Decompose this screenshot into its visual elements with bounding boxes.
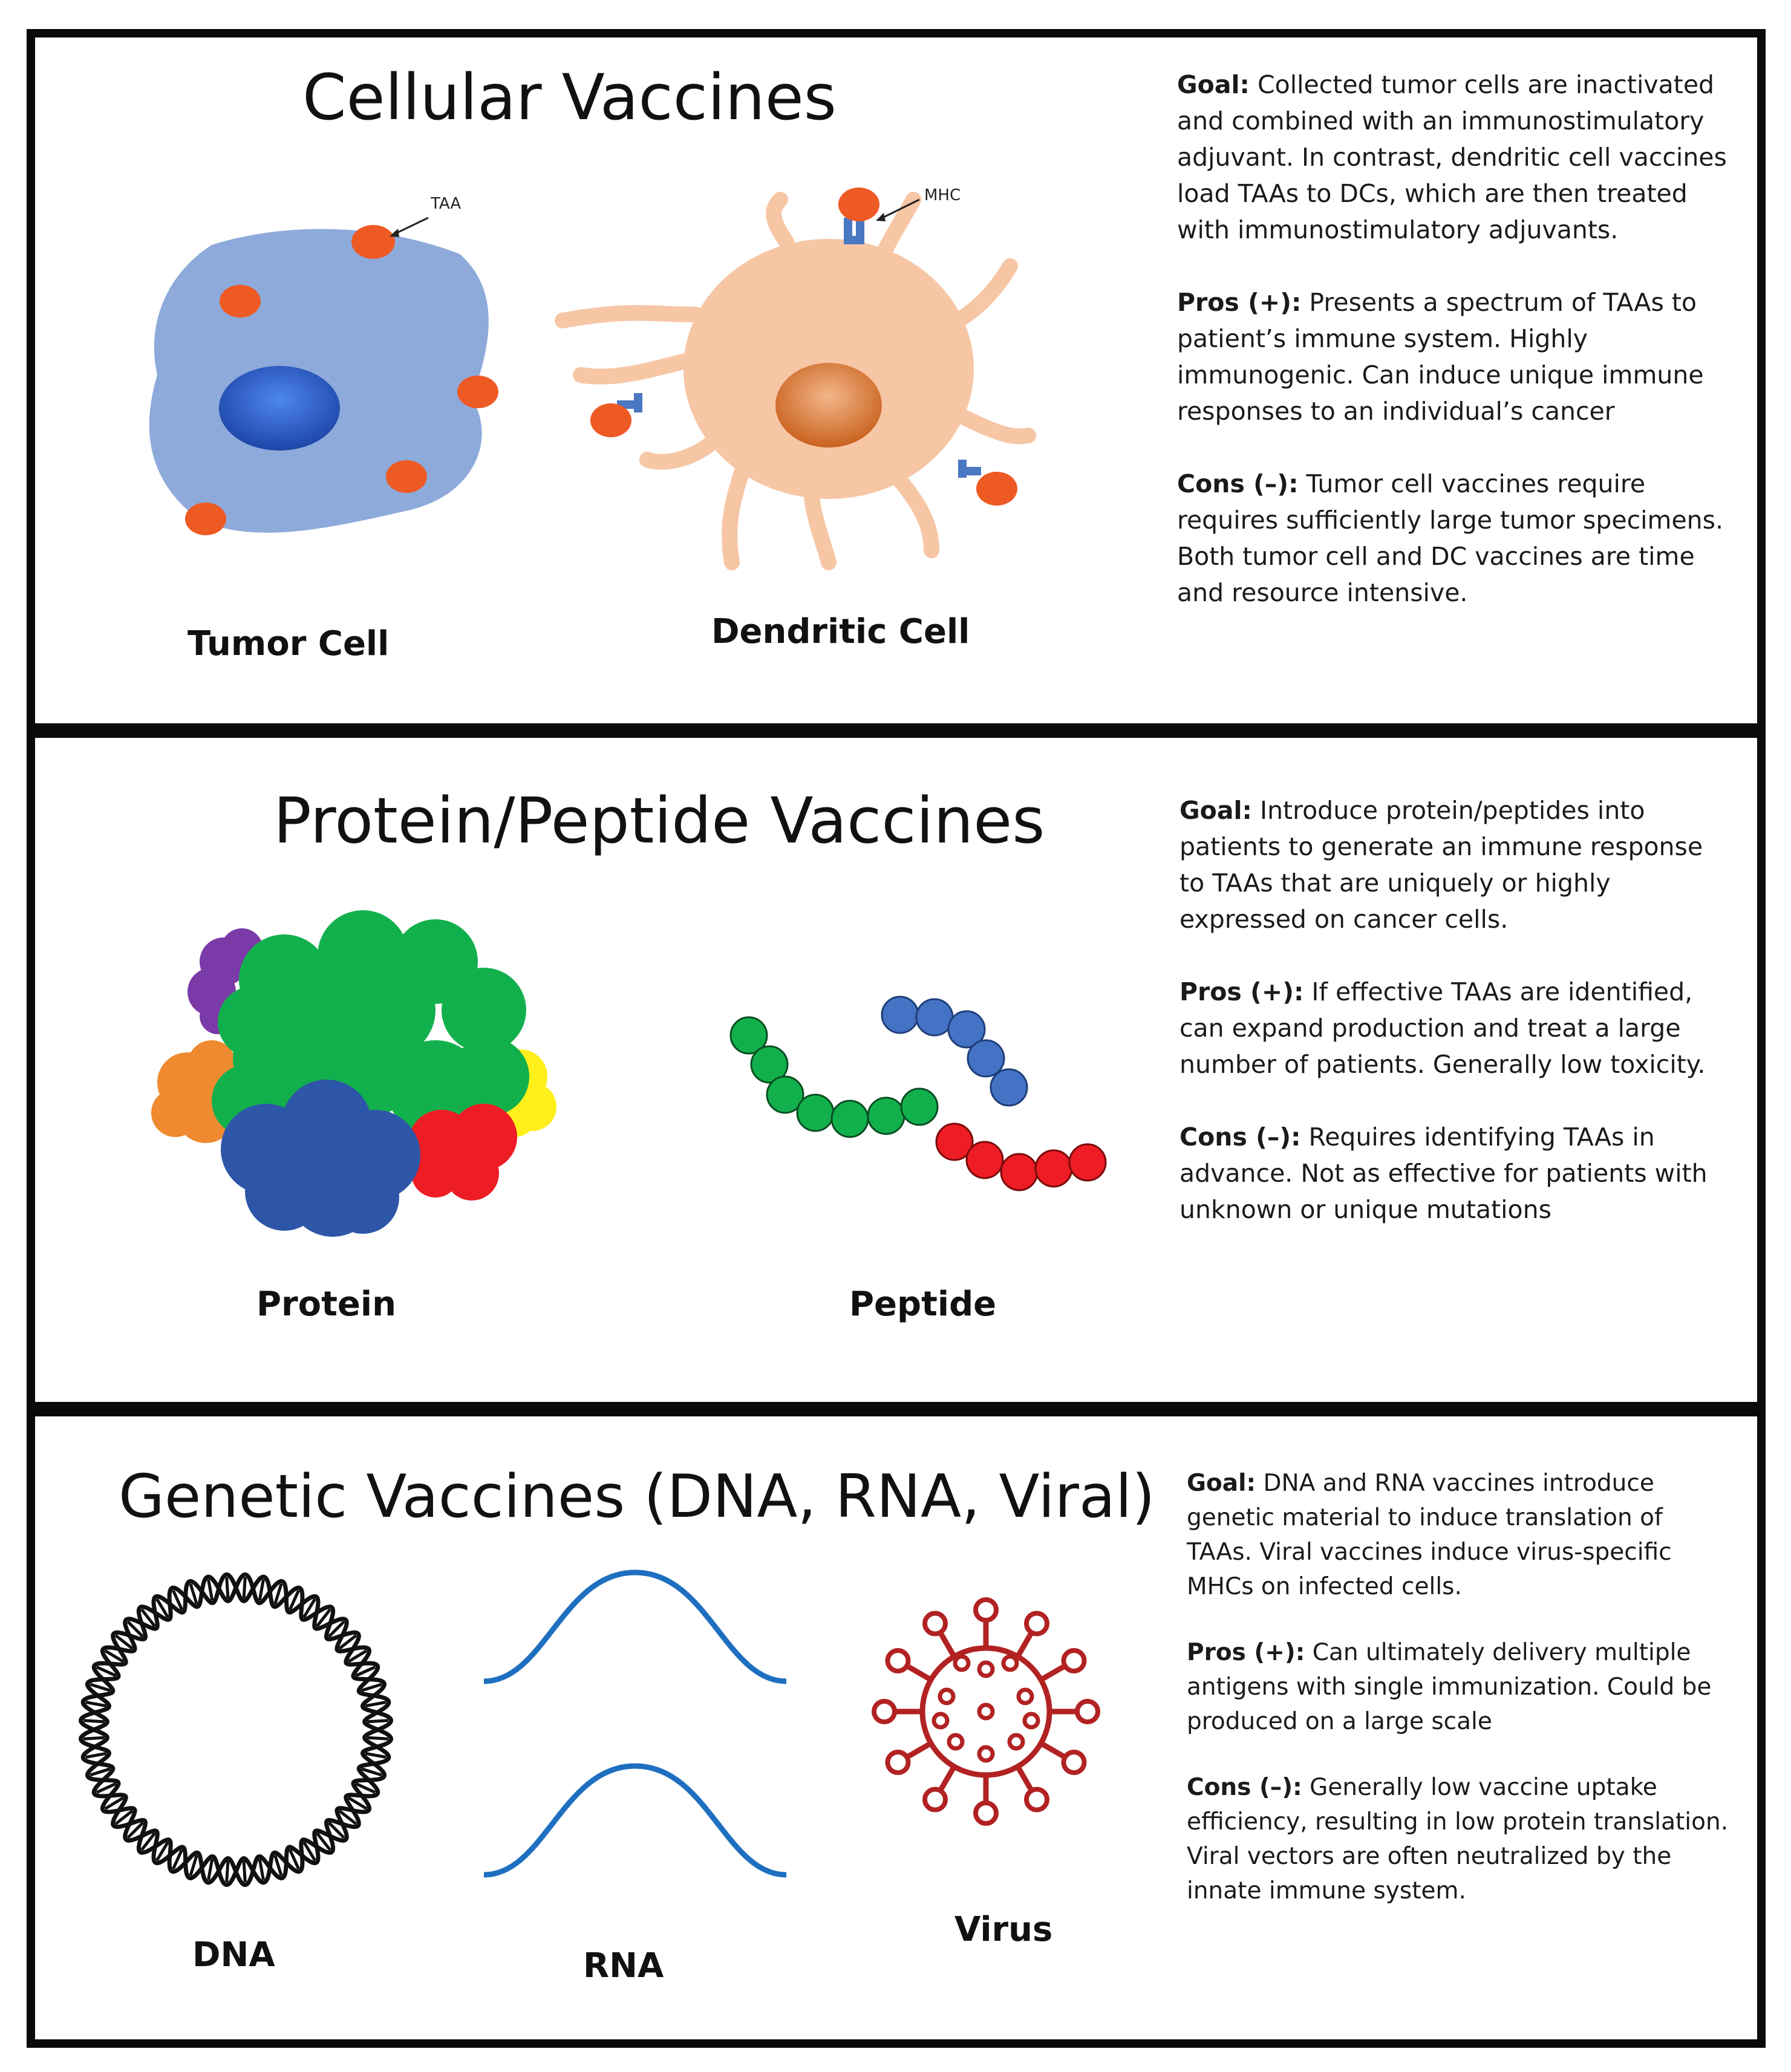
goal-text: Collected tumor cells are inactivated and combined with an immunostimulatory adjuvant. In contrast, dendritic cell vaccines load TAAs to DCs, which are then treated with immunostimulatory adjuvants. [1177, 70, 1727, 244]
virus-spike [1041, 1744, 1065, 1758]
virus-spike [907, 1666, 931, 1680]
pros-text: If effective TAAs are identified, can expand production and treat a large number of patients. Generally low toxicity. [1179, 977, 1706, 1079]
virus-spike-tip [1077, 1701, 1098, 1722]
cons-text: Generally low vaccine uptake efficiency, resulting in low protein translation. Viral vectors are often neutralized by the innate immune system. [1187, 1774, 1729, 1904]
rna-illustration [472, 1560, 811, 1984]
virus-spike-tip [1064, 1752, 1085, 1773]
cons-label: Cons (–): [1179, 1122, 1301, 1152]
label-tumor-cell: Tumor Cell [188, 624, 390, 663]
dna-base-pair [244, 1861, 245, 1882]
goal-paragraph [1187, 1466, 1731, 1604]
cons-label: Cons (–): [1187, 1774, 1302, 1801]
dendritic-cell-nucleus [775, 363, 882, 448]
virus-spike [1041, 1666, 1065, 1680]
dna-base-pair [227, 1861, 228, 1882]
taa-antigen [457, 376, 498, 408]
label-dna: DNA [192, 1935, 275, 1975]
dna-base-pair [83, 1721, 105, 1722]
cons-label: Cons (–): [1177, 469, 1299, 498]
dna-base-pair [209, 1859, 212, 1880]
peptide-blue-chain [882, 997, 1027, 1106]
dendritic-cell-illustration [544, 175, 1089, 599]
taa-antigen [185, 503, 226, 535]
rna-strand [484, 1572, 786, 1681]
mhc-complex [838, 187, 879, 244]
virus-inner-dot [949, 1735, 962, 1748]
dna-base-pair [83, 1738, 105, 1739]
tumor-cell-illustration [121, 181, 544, 556]
peptide-green-chain [731, 1017, 938, 1137]
rna-strand [484, 1766, 786, 1875]
tumor-cell-nucleus [219, 366, 340, 451]
description-genetic [1187, 1466, 1731, 1908]
virus-spike [941, 1633, 954, 1657]
pros-label: Pros (+): [1177, 288, 1302, 317]
virus-spike [907, 1744, 931, 1758]
dna-base-pair [365, 1702, 387, 1706]
protein-green-domain [212, 910, 529, 1137]
cons-text: Requires identifying TAAs in advance. Not as effective for patients with unknown or unique mutations [1179, 1122, 1708, 1224]
goal-text: DNA and RNA vaccines introduce genetic material to induce translation of TAAs. Viral vaccines induce virus-specific MHCs on infected cells. [1187, 1470, 1672, 1600]
cons-paragraph [1179, 1119, 1730, 1228]
virus-icon [865, 1591, 1107, 1833]
virus-capsid [922, 1648, 1049, 1775]
virus-spike [1018, 1767, 1032, 1790]
peptide-illustration [714, 980, 1125, 1210]
pros-label: Pros (+): [1179, 977, 1304, 1006]
virus-spike-tip [888, 1752, 909, 1773]
virus-spike-tip [925, 1790, 945, 1810]
goal-paragraph [1177, 67, 1727, 248]
label-peptide: Peptide [849, 1285, 997, 1324]
pros-text: Presents a spectrum of TAAs to patient’s immune system. Highly immunogenic. Can induce unique immune responses to an individual’s cancer [1177, 288, 1704, 426]
pros-text: Can ultimately delivery multiple antigens with single immunization. Could be produced on a large scale [1187, 1639, 1712, 1735]
virus-inner-dot [979, 1663, 993, 1676]
virus-inner-dot [934, 1714, 947, 1727]
protein-illustration [133, 907, 569, 1246]
dna-base-pair [209, 1580, 212, 1601]
virus-inner-dot [1010, 1735, 1023, 1748]
dna-base-pair [244, 1577, 245, 1598]
dna-base-pair [86, 1753, 107, 1757]
dna-base-pair [365, 1753, 387, 1757]
goal-label: Goal: [1187, 1470, 1256, 1497]
taa-antigen [220, 285, 261, 318]
label-protein: Protein [256, 1285, 396, 1324]
taa-antigen [386, 460, 427, 493]
dna-base-pair [86, 1702, 107, 1706]
protein-red-domain [408, 1104, 517, 1201]
virus-spike-tip [976, 1803, 996, 1823]
virus-spike-tip [874, 1701, 895, 1722]
virus-spike [941, 1767, 954, 1790]
dna-illustration [48, 1560, 423, 1899]
virus-inner-dot [979, 1705, 993, 1718]
virus-spike-tip [888, 1650, 909, 1671]
virus-inner-dot [1003, 1657, 1017, 1670]
virus-inner-dot [955, 1657, 968, 1670]
label-virus: Virus [954, 1910, 1053, 1949]
taa-label: TAA [431, 195, 462, 213]
panel-title-protein-peptide: Protein/Peptide Vaccines [273, 784, 1045, 858]
pros-paragraph [1187, 1635, 1731, 1739]
cons-text: Tumor cell vaccines require requires sufficiently large tumor specimens. Both tumor cell and DC vaccines are time and resource intensive. [1177, 469, 1724, 607]
cons-paragraph [1187, 1770, 1731, 1908]
goal-paragraph [1179, 792, 1730, 937]
description-protein-peptide [1179, 792, 1730, 1228]
virus-spike-tip [1026, 1790, 1047, 1810]
virus-spike-tip [976, 1600, 996, 1620]
label-rna: RNA [583, 1946, 664, 1986]
panel-title-cellular: Cellular Vaccines [302, 60, 837, 134]
dna-plasmid [81, 1575, 391, 1885]
dna-base-pair [259, 1580, 263, 1601]
goal-label: Goal: [1179, 796, 1252, 825]
mhc-complex [958, 460, 1017, 506]
goal-text: Introduce protein/peptides into patients to generate an immune response to TAAs that are uniquely or highly expressed on cancer cells. [1179, 796, 1703, 934]
mhc-complex [590, 393, 642, 437]
pros-paragraph [1177, 284, 1727, 429]
pros-paragraph [1179, 974, 1730, 1083]
goal-label: Goal: [1177, 70, 1250, 99]
dna-base-pair [259, 1859, 263, 1880]
peptide-red-chain [936, 1124, 1106, 1190]
description-cellular [1177, 67, 1727, 611]
virus-inner-dot [979, 1747, 993, 1761]
cons-paragraph [1177, 466, 1727, 611]
virus-spike-tip [925, 1614, 945, 1634]
mhc-label: MHC [924, 186, 961, 204]
virus-spike [1018, 1633, 1032, 1657]
dna-base-pair [227, 1577, 228, 1598]
virus-inner-dot [1019, 1690, 1032, 1703]
pros-label: Pros (+): [1187, 1639, 1305, 1666]
virus-spike-tip [1064, 1650, 1085, 1671]
dna-base-pair [367, 1738, 388, 1739]
label-dendritic-cell: Dendritic Cell [711, 612, 970, 651]
panel-title-genetic: Genetic Vaccines (DNA, RNA, Viral) [119, 1462, 1155, 1531]
virus-spike-tip [1026, 1614, 1047, 1634]
virus-inner-dot [940, 1690, 953, 1703]
taa-antigen [351, 225, 395, 259]
dna-base-pair [367, 1721, 388, 1722]
virus-inner-dot [1025, 1714, 1038, 1727]
